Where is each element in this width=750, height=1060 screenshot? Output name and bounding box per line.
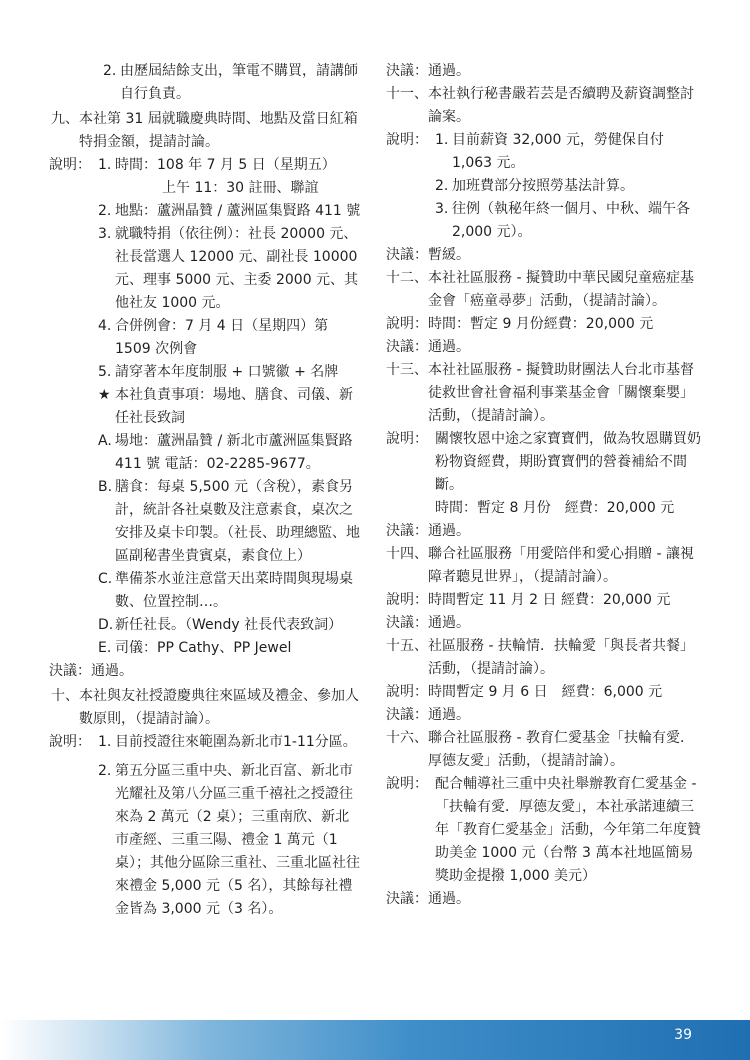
sub-item — [98, 731, 363, 754]
sub-text: 上午 11：30 註冊、聯誼 — [162, 180, 319, 196]
item-number: 九、 — [51, 111, 79, 127]
sub-text: 第五分區三重中央、新北百富、新北市光耀社及第八分區三重千禧社之授證往來為 2 萬元（2 桌）；三重南欣、新北市產經、三重三陽、禮金 1 萬元（1 桌）；其他分區除三重社、三重北區社往來禮金 5,000 元（5 名），其餘每社禮金皆為 3,000 元（3 名）。 — [115, 763, 360, 917]
description-body — [98, 731, 363, 921]
item9-resolution: 決議：通過。 — [49, 663, 133, 679]
sub-number: E. — [98, 640, 112, 656]
sub-item — [98, 315, 363, 361]
item-number: 十四、 — [386, 546, 428, 562]
description-text: 關懷牧恩中途之家寶寶們，做為牧恩購買奶粉物資經費，期盼寶寶們的營養補給不間斷。 — [435, 431, 701, 493]
description-label: 說明： — [386, 431, 428, 447]
description-label: 說明： — [386, 776, 428, 792]
item14-description: 說明：時間暫定 11 月 2 日 經費：20,000 元 — [386, 592, 671, 608]
item10-heading — [51, 685, 363, 731]
item-title: 本社社區服務 - 擬贊助財團法人台北市基督徒救世會社會福利事業基金會「關懷棄嬰」活動，（提請討論）。 — [428, 362, 694, 424]
sub-item — [98, 614, 363, 637]
sub-item — [98, 154, 363, 177]
item12-resolution: 決議：通過。 — [386, 339, 470, 355]
item11-heading — [386, 83, 706, 129]
item-number: 十三、 — [386, 362, 428, 378]
sub-item — [98, 637, 363, 660]
sub-text: 司儀：PP Cathy、PP Jewel — [115, 640, 292, 656]
item-title: 本社第 31 屆就職慶典時間、地點及當日紅箱特捐金額，提請討論。 — [79, 111, 358, 150]
description-label: 說明： — [49, 157, 91, 173]
sub-item — [98, 361, 363, 384]
sub-text: 請穿著本年度制服 + 口號徽 + 名牌 — [115, 364, 339, 380]
sub-text: 就職特捐（依往例）：社長 20000 元、社長當選人 12000 元、副社長 10000 元、理事 5000 元、主委 2000 元、其他社友 1000 元。 — [115, 226, 359, 311]
item9-heading — [51, 108, 363, 154]
item13-description — [386, 428, 706, 520]
sub-number: 2. — [435, 178, 449, 194]
sub-text: 目前薪資 32,000 元，勞健保自付 1,063 元。 — [452, 132, 664, 171]
sub-number: 3. — [98, 226, 112, 242]
sub-number: 3. — [435, 201, 449, 217]
sub-text: 新任社長。（Wendy 社長代表致詞） — [115, 617, 343, 633]
item15-resolution: 決議：通過。 — [386, 707, 470, 723]
sub-number: B. — [98, 479, 113, 495]
star-icon: ★ — [98, 387, 111, 403]
item-number: 十一、 — [386, 86, 428, 102]
description-text: 配合輔導社三重中央社舉辦教育仁愛基金 -「扶輪有愛．厚德友愛」，本社承諾連續三年「教育仁愛基金」活動，今年第二年度贊助美金 1000 元（台幣 3 萬本社地區簡易獎助金提撥 1,000 美元） — [435, 776, 701, 884]
footer-band — [0, 1020, 750, 1060]
item-title: 聯合社區服務「用愛陪伴和愛心捐贈 - 讓視障者聽見世界」，（提請討論）。 — [428, 546, 694, 585]
sub-number: 2. — [103, 63, 117, 79]
sub-text: 準備茶水並注意當天出菜時間與現場桌數、位置控制…。 — [115, 571, 353, 610]
sub-number: 1. — [98, 734, 112, 750]
sub-number: 1. — [98, 157, 112, 173]
item16-heading — [386, 727, 706, 773]
item-title: 本社執行秘書嚴若芸是否續聘及薪資調整討論案。 — [428, 86, 694, 125]
sub-text: 場地：蘆洲晶贊 / 新北市蘆洲區集賢路 411 號 電話：02-2285-9677。 — [115, 433, 353, 472]
item-title: 聯合社區服務 - 教育仁愛基金「扶輪有愛．厚德友愛」活動，（提請討論）。 — [428, 730, 694, 769]
item12-description: 說明：時間：暫定 9 月份經費：20,000 元 — [386, 316, 654, 332]
item-number: 十、 — [51, 688, 79, 704]
sub-text: 由歷屆結餘支出，筆電不購買，請講師自行負責。 — [120, 63, 358, 102]
item8-sub2 — [103, 60, 363, 106]
description-body — [98, 154, 363, 660]
item13-resolution: 決議：通過。 — [386, 523, 470, 539]
sub-item — [98, 476, 363, 568]
item13-heading — [386, 359, 706, 428]
sub-item — [435, 129, 706, 175]
sub-item — [98, 430, 363, 476]
sub-item — [98, 223, 363, 315]
sub-number: 1. — [435, 132, 449, 148]
sub-number: C. — [98, 571, 113, 587]
sub-number: 2. — [98, 203, 112, 219]
sub-number: 5. — [98, 364, 112, 380]
sub-text: 膳食：每桌 5,500 元（含稅），素食另計，統計各社桌數及注意素食，桌次之安排及桌卡印製。（社長、助理總監、地區副秘書坐貴賓桌，素食位上） — [115, 479, 360, 564]
item11-description — [386, 129, 706, 244]
description-body — [435, 129, 706, 244]
sub-number: D. — [98, 617, 114, 633]
sub-item — [98, 200, 363, 223]
item9-description — [49, 154, 363, 660]
item16-resolution: 決議：通過。 — [386, 891, 470, 907]
description-label: 說明： — [49, 734, 91, 750]
sub-item — [98, 384, 363, 430]
sub-item — [98, 760, 363, 921]
sub-text: 目前授證往來範圍為新北市1-11分區。 — [115, 734, 357, 750]
item15-description: 說明：時間暫定 9 月 6 日 經費：6,000 元 — [386, 684, 663, 700]
left-column — [51, 60, 363, 921]
item14-heading — [386, 543, 706, 589]
item11-resolution: 決議：暫緩。 — [386, 247, 470, 263]
item14-resolution: 決議：通過。 — [386, 615, 470, 631]
sub-item — [435, 175, 706, 198]
description-label: 說明： — [386, 132, 428, 148]
sub-item — [98, 568, 363, 614]
item10-description — [49, 731, 363, 921]
item-title: 社區服務 - 扶輪情．扶輪愛「與長者共餐」活動，（提請討論）。 — [428, 638, 694, 677]
item12-heading — [386, 267, 706, 313]
description-time: 時間：暫定 8 月份 經費：20,000 元 — [435, 500, 675, 516]
item-title: 本社與友社授證慶典往來區域及禮金、參加人數原則，（提請討論）。 — [79, 688, 359, 727]
sub-text: 本社負責事項：場地、膳食、司儀、新任社長致詞 — [115, 387, 353, 426]
item-title: 本社社區服務 - 擬贊助中華民國兒童癌症基金會「癌童尋夢」活動，（提請討論）。 — [428, 270, 694, 309]
item-number: 十五、 — [386, 638, 428, 654]
item10-resolution: 決議：通過。 — [386, 63, 470, 79]
sub-text: 往例（執秘年終一個月、中秋、端午各 2,000 元）。 — [452, 201, 690, 240]
description-body — [435, 428, 706, 520]
right-column — [386, 60, 706, 911]
sub-text: 地點：蘆洲晶贊 / 蘆洲區集賢路 411 號 — [115, 203, 361, 219]
sub-text: 加班費部分按照勞基法計算。 — [452, 178, 634, 194]
page-number: 39 — [674, 1027, 692, 1043]
item-number: 十二、 — [386, 270, 428, 286]
item-number: 十六、 — [386, 730, 428, 746]
sub-number: 2. — [98, 763, 112, 779]
sub-item — [162, 177, 363, 200]
item15-heading — [386, 635, 706, 681]
sub-item — [435, 198, 706, 244]
sub-text: 時間：108 年 7 月 5 日（星期五） — [115, 157, 336, 173]
sub-text: 合併例會：7 月 4 日（星期四）第 1509 次例會 — [115, 318, 329, 357]
item16-description — [386, 773, 706, 888]
sub-number: 4. — [98, 318, 112, 334]
sub-number: A. — [98, 433, 112, 449]
